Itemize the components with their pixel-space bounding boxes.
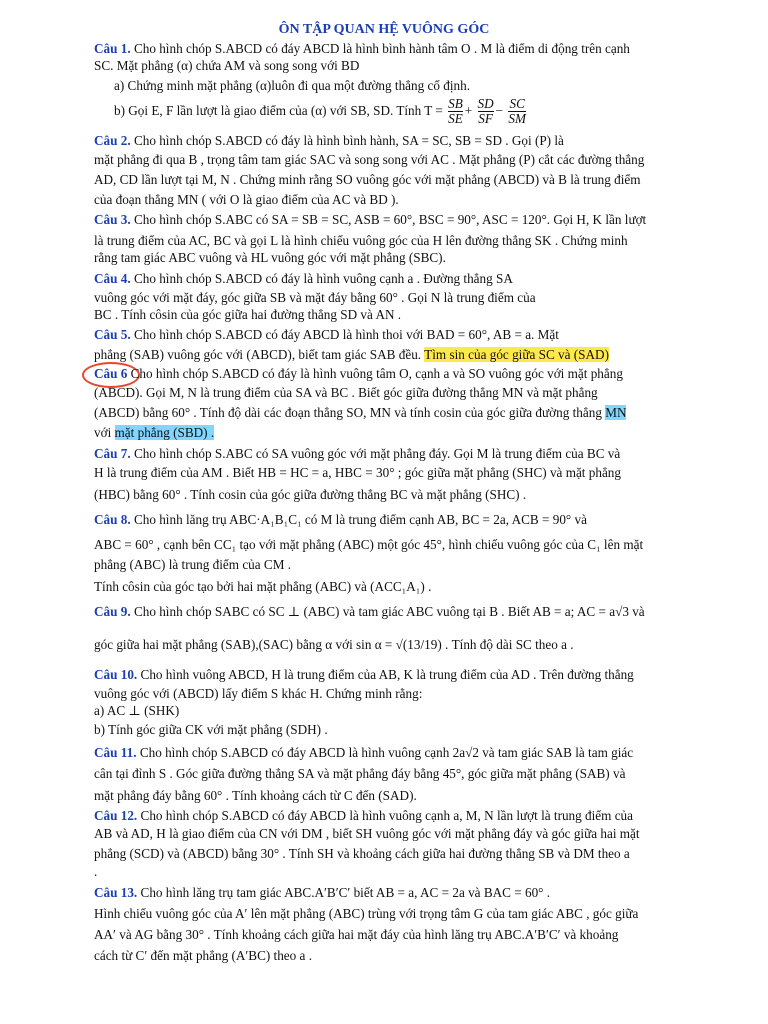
q6-line4: với mặt phẳng (SBD) . <box>94 425 215 440</box>
highlight-blue-plane: mặt phẳng (SBD) . <box>114 425 215 440</box>
q12-label: Câu 12. <box>94 808 138 823</box>
q12-line2: AB và AD, H là giao điểm của CN với DM , biết SH vuông góc với mặt phẳng đáy và góc giữa hai mặt <box>94 826 640 841</box>
q1-part-a: a) Chứng minh mặt phẳng (α)luôn đi qua một đường thẳng cố định. <box>114 78 470 93</box>
q13-line3: AA′ và AG bằng 30° . Tính khoảng cách giữa hai mặt đáy của hình lăng trụ ABC.A′B′C′ và khoảng <box>94 927 619 942</box>
q12-line3: phẳng (SCD) và (ABCD) bằng 30° . Tính SH và khoảng cách giữa hai đường thẳng SB và DM theo a <box>94 846 630 861</box>
q8-line1: Câu 8. Cho hình lăng trụ ABC·A₁B₁C₁ có M là trung điểm cạnh AB, BC = 2a, ACB = 90° và <box>94 512 587 527</box>
q8-line4: Tính côsin của góc tạo bởi hai mặt phẳng (ABC) và (ACC₁A₁) . <box>94 579 432 594</box>
q1-line1: Câu 1. Cho hình chóp S.ABCD có đáy ABCD là hình bình hành tâm O . M là điểm di động trên cạnh <box>94 41 630 56</box>
q11-label: Câu 11. <box>94 745 137 760</box>
q2-line1: Câu 2. Cho hình chóp S.ABCD có đáy là hình bình hành, SA = SC, SB = SD . Gọi (P) là <box>94 133 564 148</box>
q10-label: Câu 10. <box>94 667 138 682</box>
q13-line4: cách từ C′ đến mặt phẳng (A′BC) theo a . <box>94 948 312 963</box>
q3-line3: rằng tam giác ABC vuông và HL vuông góc với mặt phẳng (SBC). <box>94 250 446 265</box>
q11-line1: Câu 11. Cho hình chóp S.ABCD có đáy ABCD là hình vuông cạnh 2a√2 và tam giác SAB là tam giác <box>94 745 634 760</box>
q8-label: Câu 8. <box>94 512 131 527</box>
q13-line1: Câu 13. Cho hình lăng trụ tam giác ABC.A′B′C′ biết AB = a, AC = 2a và BAC = 60° . <box>94 885 551 900</box>
q10-line2: vuông góc với (ABCD) lấy điểm S khác H. Chứng minh rằng: <box>94 686 423 701</box>
q4-label: Câu 4. <box>94 271 131 286</box>
q1-line2: SC. Mặt phẳng (α) chứa AM và song song với BD <box>94 58 360 73</box>
q12-line4: . <box>94 864 98 879</box>
highlight-blue-mn: MN <box>605 405 627 420</box>
q8-line3: phẳng (ABC) là trung điểm của CM . <box>94 557 292 572</box>
q5-line2: phẳng (SAB) vuông góc với (ABCD), biết tam giác SAB đều. Tìm sin của góc giữa SC và (SAD) <box>94 347 609 362</box>
q7-line2: H là trung điểm của AM . Biết HB = HC = a, HBC = 30° ; góc giữa mặt phẳng (SHC) và mặt phẳng <box>94 465 621 480</box>
q3-label: Câu 3. <box>94 212 131 227</box>
q6-line3: (ABCD) bằng 60° . Tính độ dài các đoạn thẳng SO, MN và tính cosin của góc giữa đường thẳng MN <box>94 405 627 420</box>
q9-label: Câu 9. <box>94 604 131 619</box>
q11-line3: mặt phẳng đáy bằng 60° . Tính khoảng cách từ C đến (SAD). <box>94 788 417 803</box>
fraction-sd-sf: $\frac{SD}{SF}$ <box>477 96 494 127</box>
q13-line2: Hình chiếu vuông góc của A′ lên mặt phẳng (ABC) trùng với trọng tâm G của tam giác ABC , góc giữa <box>94 906 639 921</box>
q7-label: Câu 7. <box>94 446 131 461</box>
q6-line1: Câu 6 Cho hình chóp S.ABCD có đáy là hình vuông tâm O, cạnh a và SO vuông góc với mặt phẳng <box>94 366 623 381</box>
q13-label: Câu 13. <box>94 885 138 900</box>
q4-line2: vuông góc với mặt đáy, góc giữa SB và mặt đáy bằng 60° . Gọi N là trung điểm của <box>94 290 536 305</box>
q1-label: Câu 1. <box>94 41 131 56</box>
q5-label: Câu 5. <box>94 327 131 342</box>
q10-line1: Câu 10. Cho hình vuông ABCD, H là trung điểm của AB, K là trung điểm của AD . Trên đường thẳng <box>94 667 634 682</box>
q2-line2: mặt phẳng đi qua B , trọng tâm tam giác SAC và song song với AC . Mặt phẳng (P) cắt các đường thẳng <box>94 152 645 167</box>
q2-line3: AD, CD lần lượt tại M, N . Chứng minh rằng SO vuông góc với mặt phẳng (ABCD) và B là trung điểm <box>94 172 641 187</box>
q11-line2: cân tại đỉnh S . Góc giữa đường thẳng SA và mặt phẳng đáy bằng 45°, góc giữa mặt phẳng (SAB) và <box>94 766 626 781</box>
fraction-sc-sm: $\frac{SC}{SM}$ <box>508 96 526 127</box>
q4-line1: Câu 4. Cho hình chóp S.ABCD có đáy là hình vuông cạnh a . Đường thẳng SA <box>94 271 513 286</box>
q7-line1: Câu 7. Cho hình chóp S.ABC có SA vuông góc với mặt phẳng đáy. Gọi M là trung điểm của BC và <box>94 446 621 461</box>
q2-label: Câu 2. <box>94 133 131 148</box>
q3-line2: là trung điểm của AC, BC và gọi L là hình chiếu vuông góc của H lên đường thẳng SK . Chứng minh <box>94 233 628 248</box>
q10-part-b: b) Tính góc giữa CK với mặt phẳng (SDH) . <box>94 722 328 737</box>
q6-line2: (ABCD). Gọi M, N là trung điểm của SA và BC . Biết góc giữa đường thẳng MN và mặt phẳng <box>94 385 598 400</box>
q2-line4: của đoạn thẳng MN ( với O là giao điểm của AC và BD ). <box>94 192 399 207</box>
q7-line3: (HBC) bằng 60° . Tính cosin của góc giữa đường thẳng BC và mặt phẳng (SHC) . <box>94 487 527 502</box>
q3-line1: Câu 3. Cho hình chóp S.ABC có SA = SB = SC, ASB = 60°, BSC = 90°, ASC = 120°. Gọi H, K lần lượt <box>94 212 647 227</box>
q8-line2: ABC = 60° , cạnh bên CC₁ tạo với mặt phẳng (ABC) một góc 45°, hình chiếu vuông góc của C₁ lên mặt <box>94 537 644 552</box>
page-title: ÔN TẬP QUAN HỆ VUÔNG GÓC <box>278 22 490 37</box>
q4-line3: BC . Tính côsin của góc giữa hai đường thẳng SD và AN . <box>94 307 402 322</box>
q1-part-b: b) Gọi E, F lần lượt là giao điểm của (α) với SB, SD. Tính T = $\frac{SB}{SE}$ + $\frac{SD}{SF}$ − $\frac{SC}{SM}$ <box>114 96 526 127</box>
q6-label: Câu 6 <box>94 366 128 381</box>
q12-line1: Câu 12. Cho hình chóp S.ABCD có đáy ABCD là hình vuông cạnh a, M, N lần lượt là trung điểm của <box>94 808 634 823</box>
q9-line2: góc giữa hai mặt phẳng (SAB),(SAC) bằng α với sin α = √(13/19) . Tính độ dài SC theo a . <box>94 637 574 652</box>
fraction-sb-se: $\frac{SB}{SE}$ <box>448 96 463 127</box>
q5-line1: Câu 5. Cho hình chóp S.ABCD có đáy ABCD là hình thoi với BAD = 60°, AB = a. Mặt <box>94 327 559 342</box>
highlight-yellow: Tìm sin của góc giữa SC và (SAD) <box>424 347 609 362</box>
q10-part-a: a) AC ⊥ (SHK) <box>94 703 180 718</box>
q9-line1: Câu 9. Cho hình chóp SABC có SC ⊥ (ABC) và tam giác ABC vuông tại B . Biết AB = a; AC = a√3 và <box>94 604 645 619</box>
